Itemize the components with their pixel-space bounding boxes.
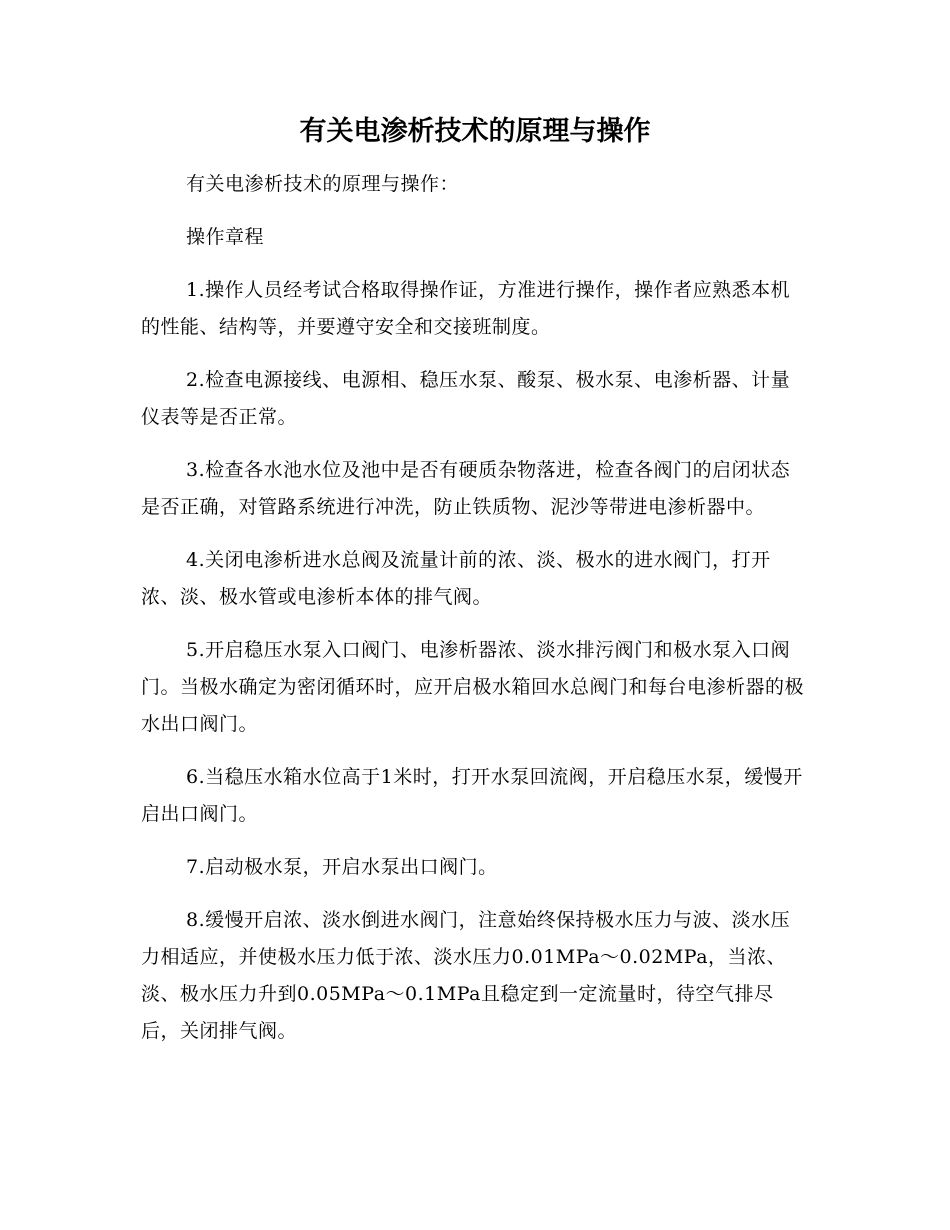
step-paragraph-5: 5.开启稳压水泵入口阀门、电渗析器浓、淡水排污阀门和极水泵入口阀门。当极水确定为密闭循环时，应开启极水箱回水总阀门和每台电渗析器的极水出口阀门。 [141,639,805,735]
document-title: 有关电渗析技术的原理与操作 [299,116,651,147]
section-heading: 操作章程 [186,226,265,248]
step-paragraph-2: 2.检查电源接线、电源相、稳压水泵、酸泵、极水泵、电渗析器、计量仪表等是否正常。 [141,369,791,428]
step-paragraph-6: 6.当稳压水箱水位高于1米时，打开水泵回流阀，开启稳压水泵，缓慢开启出口阀门。 [141,766,803,825]
step-paragraph-1: 1.操作人员经考试合格取得操作证，方准进行操作，操作者应熟悉本机的性能、结构等，并要遵守安全和交接班制度。 [141,279,791,338]
document-body [141,166,807,1066]
step-paragraph-4: 4.关闭电渗析进水总阀及流量计前的浓、淡、极水的进水阀门，打开浓、淡、极水管或电渗析本体的排气阀。 [141,549,771,608]
step-paragraph-3: 3.检查各水池水位及池中是否有硬质杂物落进，检查各阀门的启闭状态是否正确，对管路系统进行冲洗，防止铁质物、泥沙等带进电渗析器中。 [141,459,791,518]
intro-paragraph: 有关电渗析技术的原理与操作： [186,173,460,195]
step-paragraph-8: 8.缓慢开启浓、淡水倒进水阀门，注意始终保持极水压力与波、淡水压力相适应，并使极水压力低于浓、淡水压力0.01MPa～0.02MPa，当浓、淡、极水压力升到0.05MPa～0.1MPa且稳定到一定流量时，待空气排尽后，关闭排气阀。 [141,909,791,1042]
step-paragraph-7: 7.启动极水泵，开启水泵出口阀门。 [186,856,498,878]
